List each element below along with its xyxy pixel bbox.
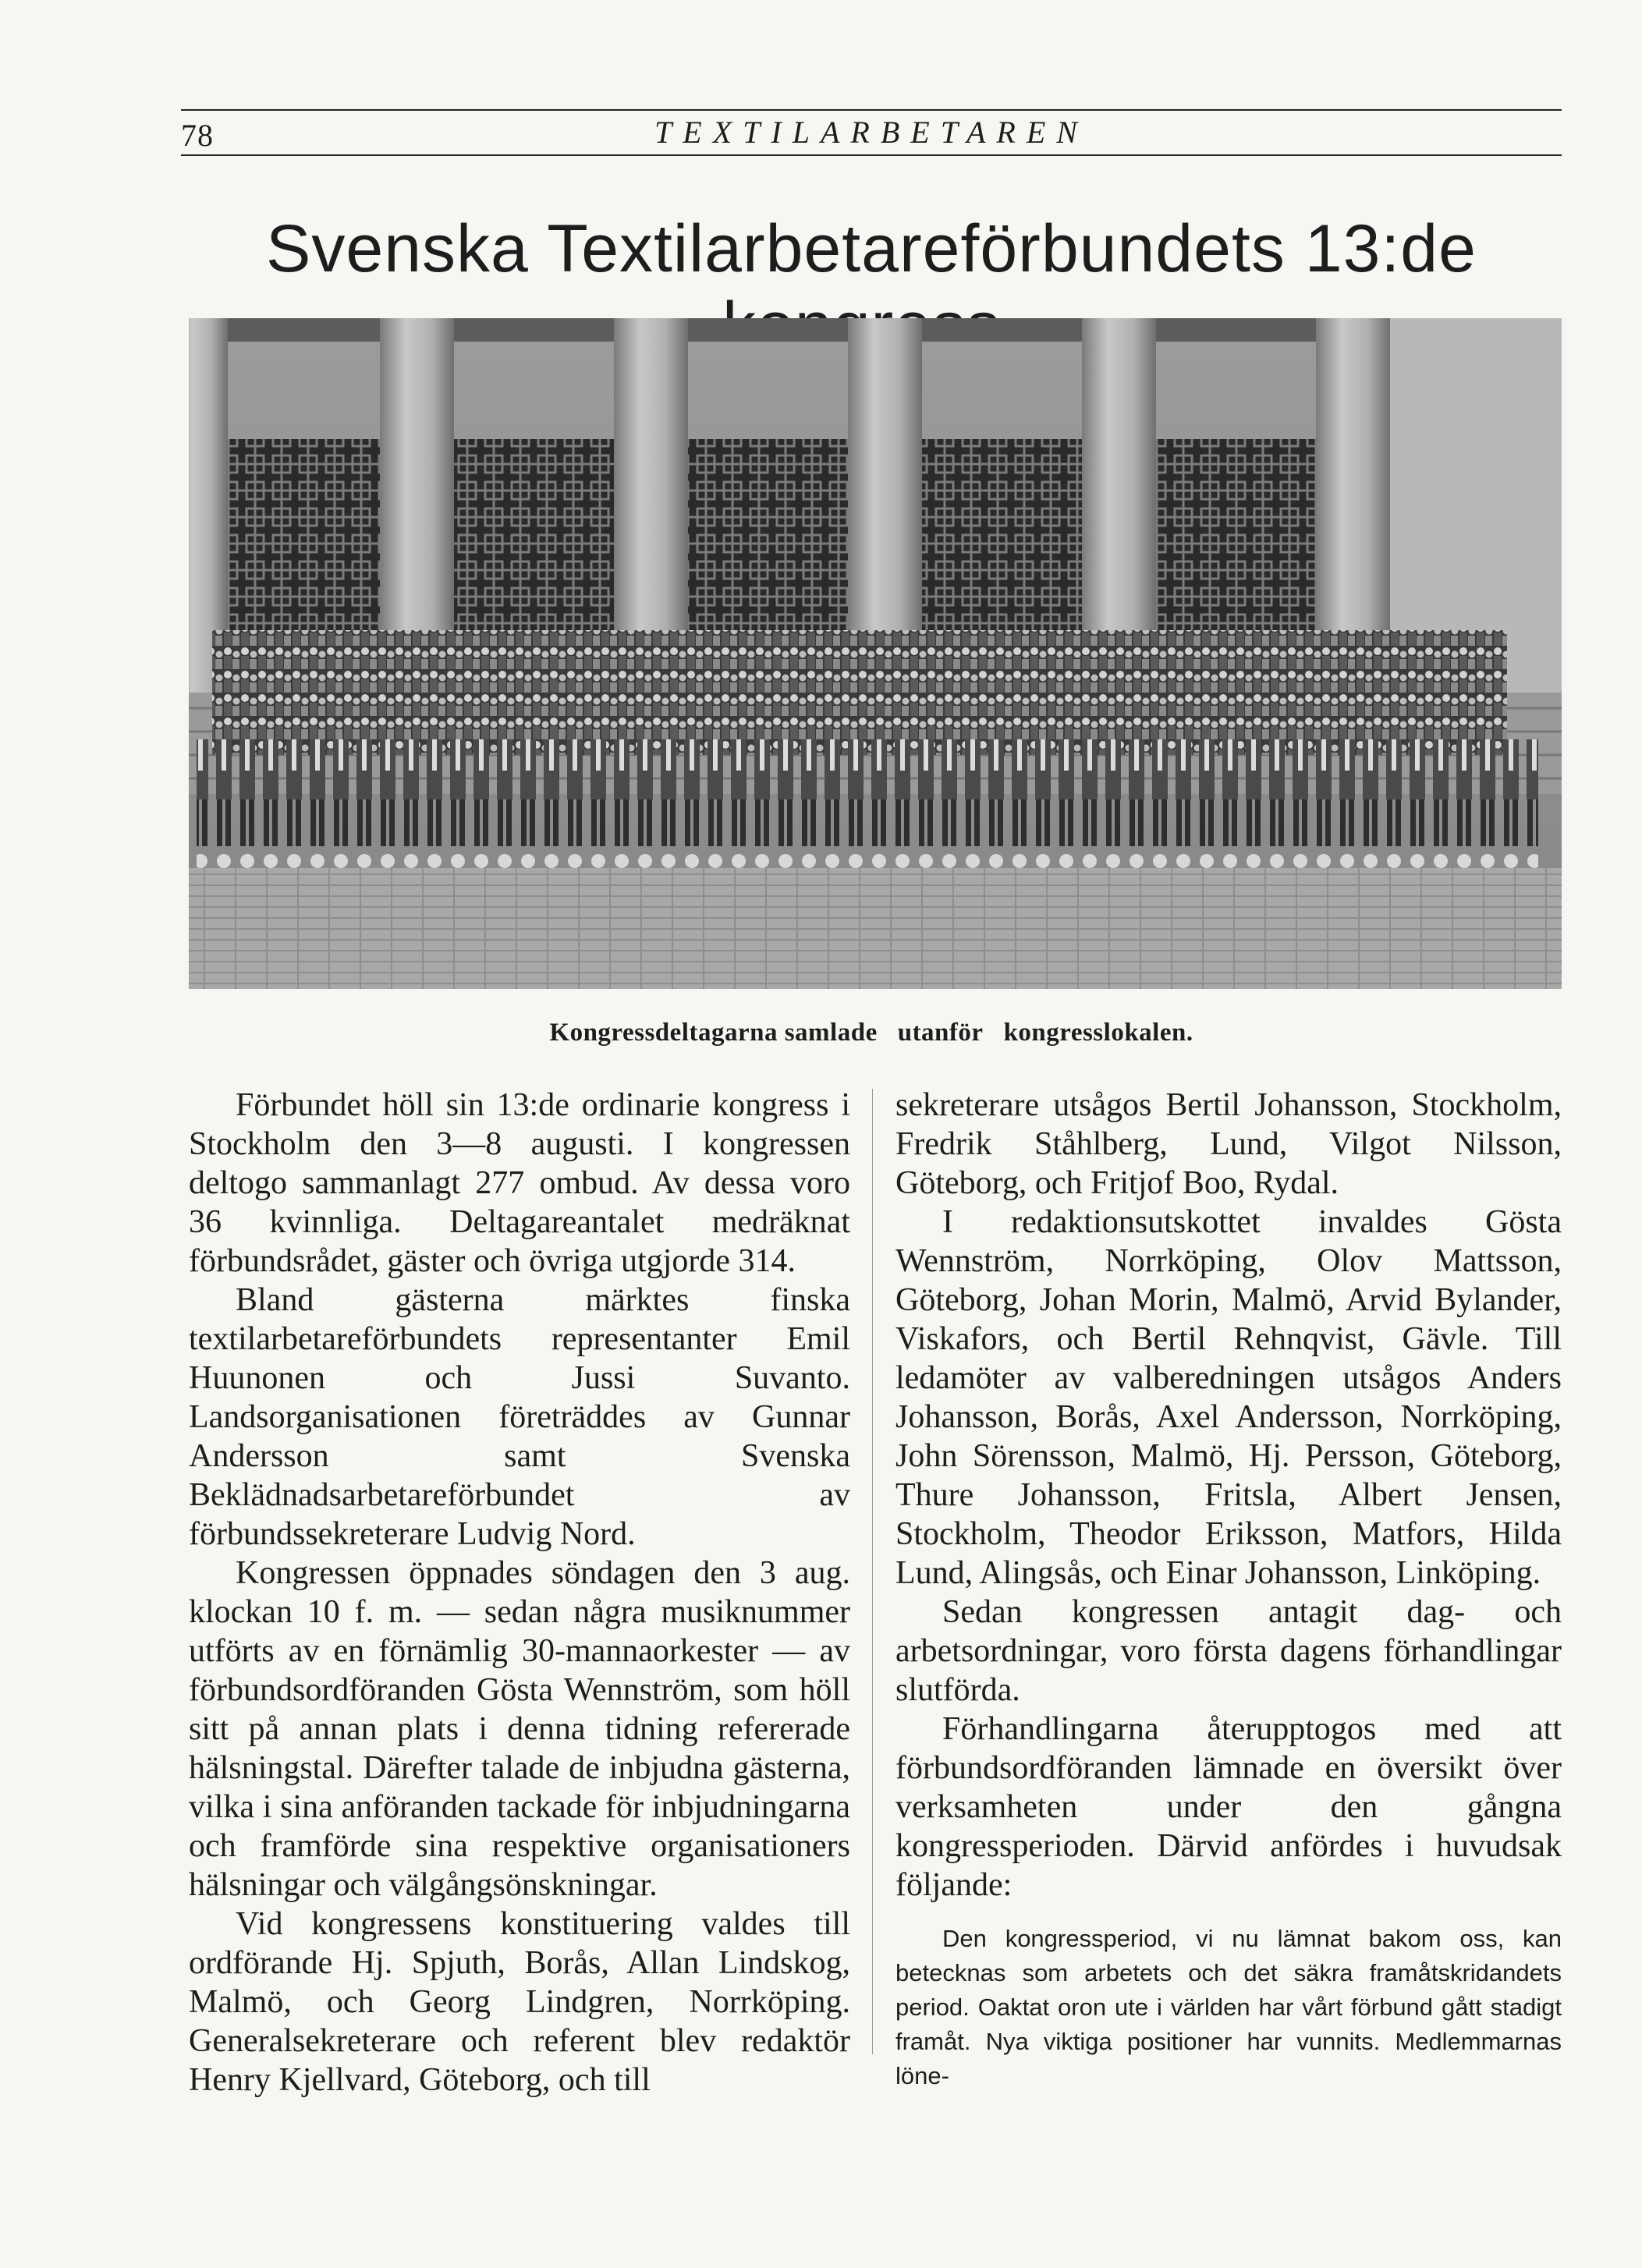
paragraph: Vid kongressens konstituering valdes till ordförande Hj. Spjuth, Borås, Allan Lindskog, Malmö, och Georg Lindgren, Norrköping. Generalsekreterare och referent blev redaktör Henry Kjellvard, Göteborg, och till: [189, 1906, 850, 2098]
quoted-report: Den kongressperiod, vi nu lämnat bakom oss, kan betecknas som arbetets och det säkra framåtskridandets period. Oaktat oron ute i världen har vårt förbund gått stadigt framåt. Nya viktiga positioner har vunnits. Medlemmarnas löne-: [895, 1925, 1562, 2089]
caption-part-3: kongresslokalen.: [1003, 1019, 1193, 1047]
paragraph: Bland gästerna märktes finska textilarbetareförbundets representanter Emil Huunonen och Jussi Suvanto. Landsorganisationen företräddes av Gunnar Andersson samt Svenska Beklädnadsarbetareförbundet av förbundssekreterare Ludvig Nord.: [189, 1282, 850, 1552]
paragraph: sekreterare utsågos Bertil Johansson, Stockholm, Fredrik Ståhlberg, Lund, Vilgot Nilsson, Göteborg, och Fritjof Boo, Rydal.: [895, 1087, 1562, 1201]
page-number: 78: [181, 118, 214, 153]
group-photo: [189, 318, 1562, 989]
article-column-right: [895, 1086, 1562, 2093]
paragraph: Förhandlingarna återupptogos med att förbundsordföranden lämnade en översikt över verksamheten under den gångna kongressperioden. Därvid anfördes i huvudsak följande:: [895, 1711, 1562, 1903]
photo-caption: [181, 1019, 1562, 1047]
column-divider: [872, 1089, 873, 2054]
header-rule-bottom: [181, 154, 1562, 156]
photo-illustration: [189, 318, 1562, 989]
paragraph: Sedan kongressen antagit dag- och arbetsordningar, voro första dagens förhandlingar slutförda.: [895, 1594, 1562, 1708]
running-head: TEXTILARBETAREN: [654, 115, 1088, 150]
header-rule-top: [181, 109, 1562, 111]
paragraph: Kongressen öppnades söndagen den 3 aug. klockan 10 f. m. — sedan några musiknummer utförts av en förnämlig 30-mannaorkester — av förbundsordföranden Gösta Wennström, som höll sitt på annan plats i denna tidning refererade hälsningstal. Därefter talade de inbjudna gästerna, vilka i sina anföranden tackade för inbjudningarna och framförde sina respektive organisationers hälsningar och välgångsönskningar.: [189, 1555, 850, 1903]
caption-part-1: Kongressdeltagarna samlade: [549, 1019, 878, 1047]
paragraph: Förbundet höll sin 13:de ordinarie kongress i Stockholm den 3—8 augusti. I kongressen deltogo sammanlagt 277 ombud. Av dessa voro 36 kvinnliga. Deltagareantalet medräknat förbundsrådet, gäster och övriga utgjorde 314.: [189, 1087, 850, 1279]
caption-part-2: utanför: [897, 1019, 984, 1047]
article-column-left: [189, 1086, 850, 2100]
paragraph: I redaktionsutskottet invaldes Gösta Wennström, Norrköping, Olov Mattsson, Göteborg, Johan Morin, Malmö, Arvid Bylander, Viskafors, och Bertil Rehnqvist, Gävle. Till ledamöter av valberedningen utsågos Anders Johansson, Borås, Axel Andersson, Norrköping, John Sörensson, Malmö, Hj. Persson, Göteborg, Thure Johansson, Fritsla, Albert Jensen, Stockholm, Theodor Eriksson, Matfors, Hilda Lund, Alingsås, och Einar Johansson, Linköping.: [895, 1204, 1562, 1591]
article-headline: Svenska Textilarbetareförbundets 13:de: [266, 211, 1477, 286]
